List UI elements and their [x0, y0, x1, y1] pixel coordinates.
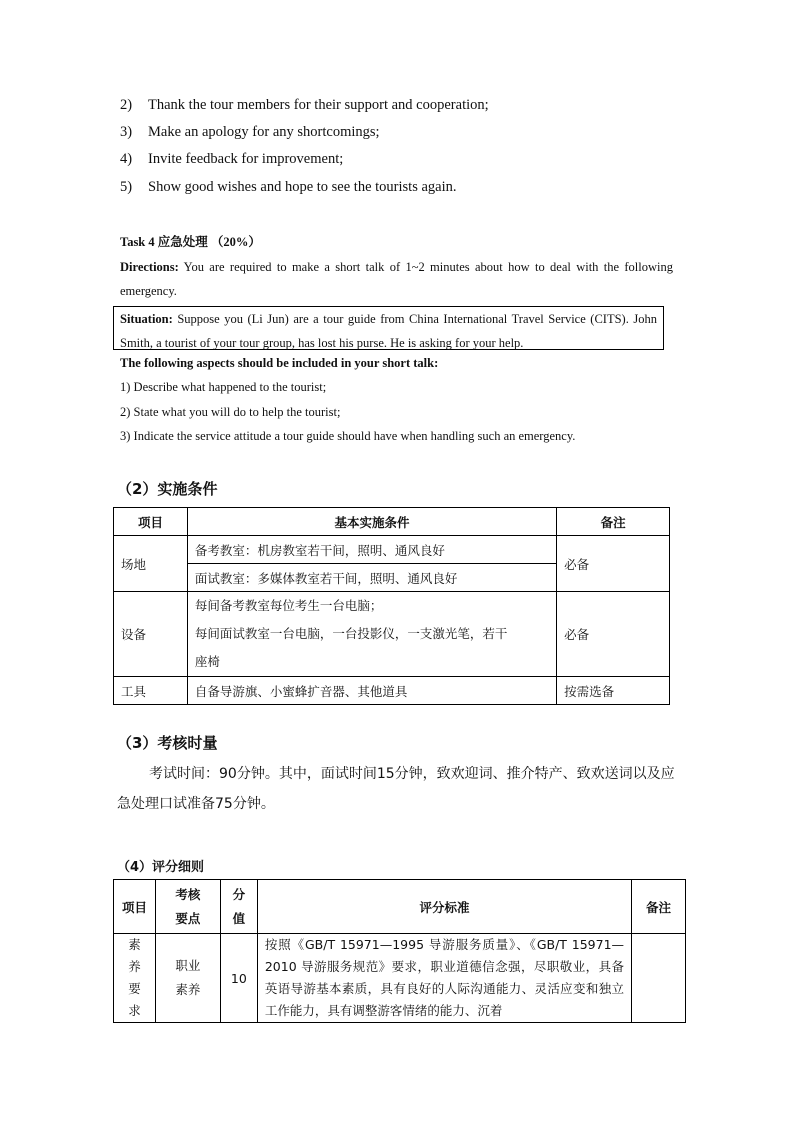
venue-cell: 备考教室：机房教室若干间，照明、通风良好: [187, 536, 556, 564]
list-text: Thank the tour members for their support and cooperation;: [148, 97, 489, 113]
header-cell: [155, 880, 220, 934]
header-cell: 项目: [114, 880, 156, 934]
table-header-row: [114, 880, 686, 934]
list-text: Show good wishes and hope to see the tourists again.: [148, 179, 457, 195]
table-row: [114, 677, 670, 705]
aspect-item: 2) State what you will do to help the tourist;: [120, 405, 341, 419]
item-char: 养: [128, 959, 141, 974]
note-cell: [632, 934, 686, 1023]
equip-note: 必备: [557, 592, 670, 677]
equip-cell: [187, 592, 556, 677]
venue-note: 必备: [557, 536, 670, 592]
header-line: 考核: [175, 886, 201, 902]
task4-heading: Task 4 应急处理 （20%）: [120, 235, 261, 249]
header-cell: 备注: [632, 880, 686, 934]
list-text: Invite feedback for improvement;: [148, 151, 344, 167]
list-item: [120, 124, 380, 141]
point-cell: [155, 934, 220, 1023]
item-char: 素: [128, 937, 141, 952]
situation-text: Suppose you (Li Jun) are a tour guide from China International Travel Service (CITS). John Smith, a tourist of your tour group, has lost his purse. He is asking for your help.: [120, 312, 657, 350]
point-line: 素养: [175, 982, 201, 997]
section3-paragraph: 考试时间：90分钟。其中，面试时间15分钟，致欢迎词、推介特产、致欢送词以及应急处理口试准备75分钟。: [117, 766, 675, 812]
aspect-item: 1) Describe what happened to the tourist;: [120, 380, 327, 394]
venue-cell: 面试教室：多媒体教室若干间，照明、通风良好: [187, 564, 556, 592]
directions-label: Directions:: [120, 260, 179, 274]
table-header-row: [114, 508, 670, 536]
header-cell: 备注: [557, 508, 670, 536]
aspects-heading: The following aspects should be included in your short talk:: [120, 356, 439, 370]
point-line: 职业: [175, 958, 201, 973]
directions-text: You are required to make a short talk of 1~2 minutes about how to deal with the following emergency.: [120, 260, 673, 298]
item-cell: [114, 934, 156, 1023]
aspect-item: 3) Indicate the service attitude a tour guide should have when handling such an emergency.: [120, 429, 576, 443]
table-row: [114, 934, 686, 1023]
tool-label: 工具: [114, 677, 188, 705]
venue-label: 场地: [114, 536, 188, 592]
section3-heading: （3）考核时量: [117, 734, 218, 752]
situation-box: [113, 306, 664, 350]
equip-line: 每间备考教室每位考生一台电脑；: [194, 598, 383, 613]
section2-heading: （2）实施条件: [117, 480, 218, 498]
table-row: [114, 536, 670, 564]
header-line: 要点: [175, 910, 201, 926]
list-number: 2): [120, 97, 133, 113]
header-line: 分: [232, 886, 246, 902]
header-cell: 评分标准: [257, 880, 631, 934]
header-cell: [220, 880, 257, 934]
list-number: 5): [120, 179, 133, 195]
equip-line: 座椅: [194, 654, 220, 669]
item-char: 要: [128, 981, 141, 996]
header-line: 值: [232, 910, 246, 926]
scoring-table: [113, 879, 686, 1023]
score-cell: 10: [220, 934, 257, 1023]
header-cell: 基本实施条件: [187, 508, 556, 536]
table-row: [114, 592, 670, 677]
equip-line: 每间面试教室一台电脑，一台投影仪，一支激光笔，若干: [194, 626, 508, 641]
tool-cell: 自备导游旗、小蜜蜂扩音器、其他道具: [187, 677, 556, 705]
standard-cell: 按照《GB/T 15971—1995 导游服务质量》、《GB/T 15971—2010 导游服务规范》要求，职业道德信念强，尽职敬业，具备英语导游基本素质，具有良好的人际沟通能力、灵活应变和独立工作能力，具有调整游客情绪的能力、沉着: [257, 934, 631, 1023]
tool-note: 按需选备: [557, 677, 670, 705]
list-item: [120, 97, 489, 114]
list-item: [120, 179, 457, 196]
list-number: 4): [120, 151, 133, 167]
situation-label: Situation:: [120, 312, 173, 326]
header-cell: 项目: [114, 508, 188, 536]
list-text: Make an apology for any shortcomings;: [148, 124, 380, 140]
list-number: 3): [120, 124, 133, 140]
conditions-table: [113, 507, 670, 705]
directions-paragraph: [120, 255, 673, 303]
item-char: 求: [128, 1003, 141, 1018]
section4-heading: （4）评分细则: [117, 860, 205, 875]
equip-label: 设备: [114, 592, 188, 677]
list-item: [120, 151, 343, 168]
